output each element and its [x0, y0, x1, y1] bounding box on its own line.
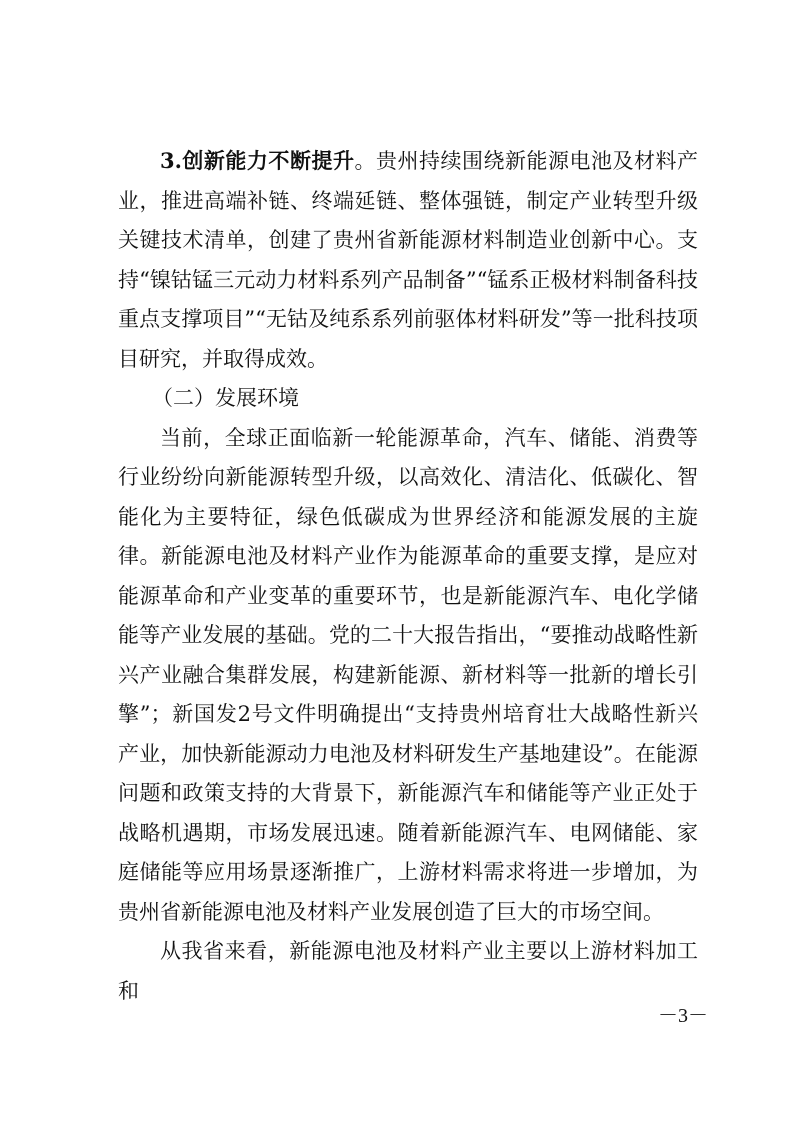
paragraph-province: 从我省来看，新能源电池及材料产业主要以上游材料加工和: [118, 939, 698, 1003]
innovation-text: 。贵州持续围绕新能源电池及材料产业，推进高端补链、终端延链、整体强链，制定产业转型升级关键技术清单，创建了贵州省新能源材料制造业创新中心。支持“镍钴锰三元动力材料系列产品制备”“锰系正极材料制备科技重点支撑项目”“无钴及纯系系列前驱体材料研发”等一批科技项目研究，并取得成效。: [118, 149, 698, 371]
document-body: [118, 141, 698, 1011]
section-heading-environment: （二）发展环境: [152, 386, 299, 410]
paragraph-environment: 当前，全球正面临新一轮能源革命，汽车、储能、消费等行业纷纷向新能源转型升级，以高效化、清洁化、低碳化、智能化为主要特征，绿色低碳成为世界经济和能源发展的主旋律。新能源电池及材料产业作为能源革命的重要支撑，是应对能源革命和产业变革的重要环节，也是新能源汽车、电化学储能等产业发展的基础。党的二十大报告指出，“要推动战略性新兴产业融合集群发展，构建新能源、新材料等一批新的增长引擎”；新国发2号文件明确提出“支持贵州培育壮大战略性新兴产业，加快新能源动力电池及材料研发生产基地建设”。在能源问题和政策支持的大背景下，新能源汽车和储能等产业正处于战略机遇期，市场发展迅速。随着新能源汽车、电网储能、家庭储能等应用场景逐渐推广，上游材料需求将进一步增加，为贵州省新能源电池及材料产业发展创造了巨大的市场空间。: [118, 425, 698, 924]
paragraph-innovation: [118, 141, 698, 379]
page-number: －3－: [658, 1005, 708, 1027]
innovation-heading: 3.创新能力不断提升: [160, 148, 355, 173]
